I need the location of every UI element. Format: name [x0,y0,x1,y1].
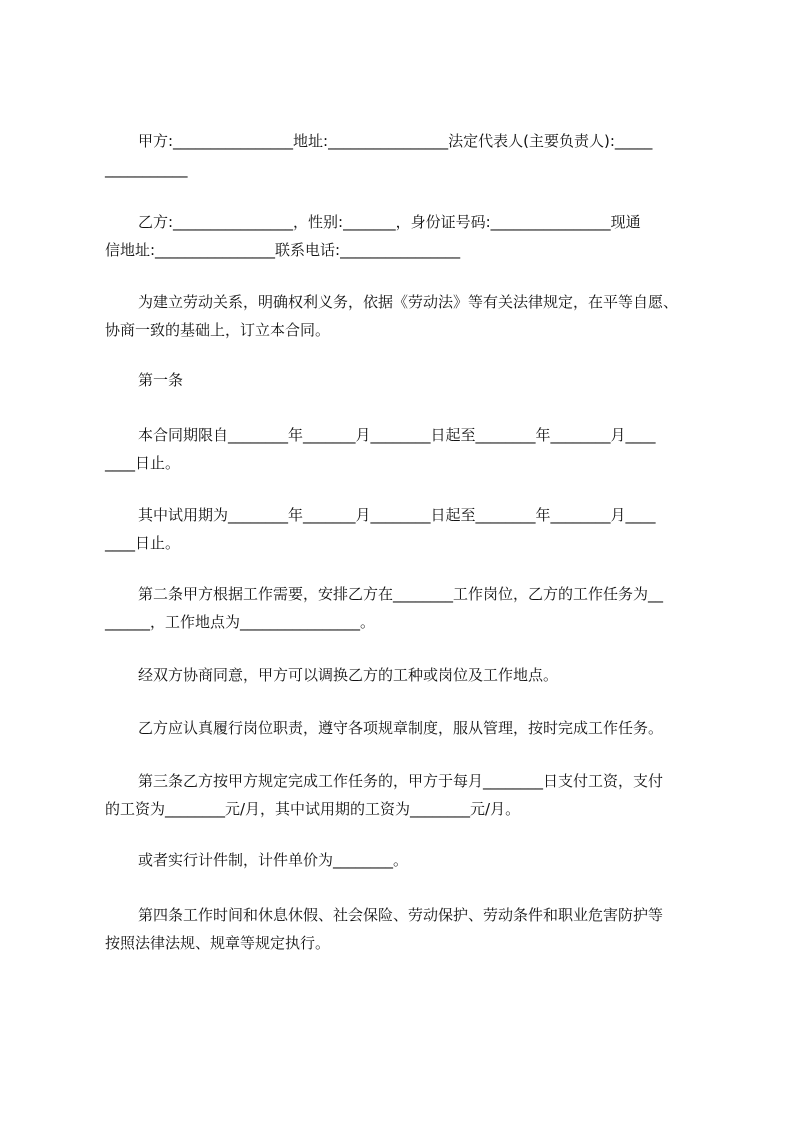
text-line: 乙方应认真履行岗位职责，遵守各项规章制度，服从管理，按时完成工作任务。 [138,719,664,737]
text-line: 第四条工作时间和休息休假、社会保险、劳动保护、劳动条件和职业危害防护等 [138,906,664,924]
probation-paragraph [105,505,705,561]
preamble-paragraph [105,292,705,348]
text-line: 第一条 [138,371,184,389]
text-line: ______，工作地点为________________。 [105,613,376,631]
text-line: 的工资为________元/月，其中试用期的工资为________元/月。 [105,800,521,818]
text-line: 本合同期限自________年_______月________日起至________年________月____ [138,426,656,444]
text-line: ____日止。 [105,534,181,552]
contract-term-paragraph [105,425,705,481]
text-line: 第三条乙方按甲方规定完成工作任务的，甲方于每月________日支付工资，支付 [138,772,664,790]
party-a-paragraph [105,131,705,187]
article-1-heading [105,370,705,398]
text-line: 信地址:________________联系电话:________________ [105,241,461,259]
position-change-paragraph [105,665,705,693]
text-line: 第二条甲方根据工作需要，安排乙方在________工作岗位，乙方的工作任务为__ [138,585,664,603]
text-line: ____日止。 [105,454,181,472]
text-line: 乙方:________________，性别:_______，身份证号码:________________现通 [138,213,641,231]
text-line: 经双方协商同意，甲方可以调换乙方的工种或岗位及工作地点。 [138,666,559,684]
text-line: 其中试用期为________年_______月________日起至________年________月____ [138,506,656,524]
piecework-paragraph [105,850,705,878]
duties-paragraph [105,718,705,746]
text-line: ___________ [105,160,188,178]
article-3-paragraph [105,771,705,827]
text-line: 或者实行计件制，计件单价为________。 [138,851,409,869]
article-2-paragraph [105,584,705,640]
text-line: 按照法律法规、规章等规定执行。 [105,934,331,952]
text-line: 为建立劳动关系，明确权利义务，依据《劳动法》等有关法律规定，在平等自愿、 [138,293,679,311]
text-line: 协商一致的基础上，订立本合同。 [105,321,331,339]
party-b-paragraph [105,212,705,268]
text-line: 甲方:________________地址:________________法定代表人(主要负责人):_____ [138,132,653,150]
article-4-paragraph [105,905,705,961]
